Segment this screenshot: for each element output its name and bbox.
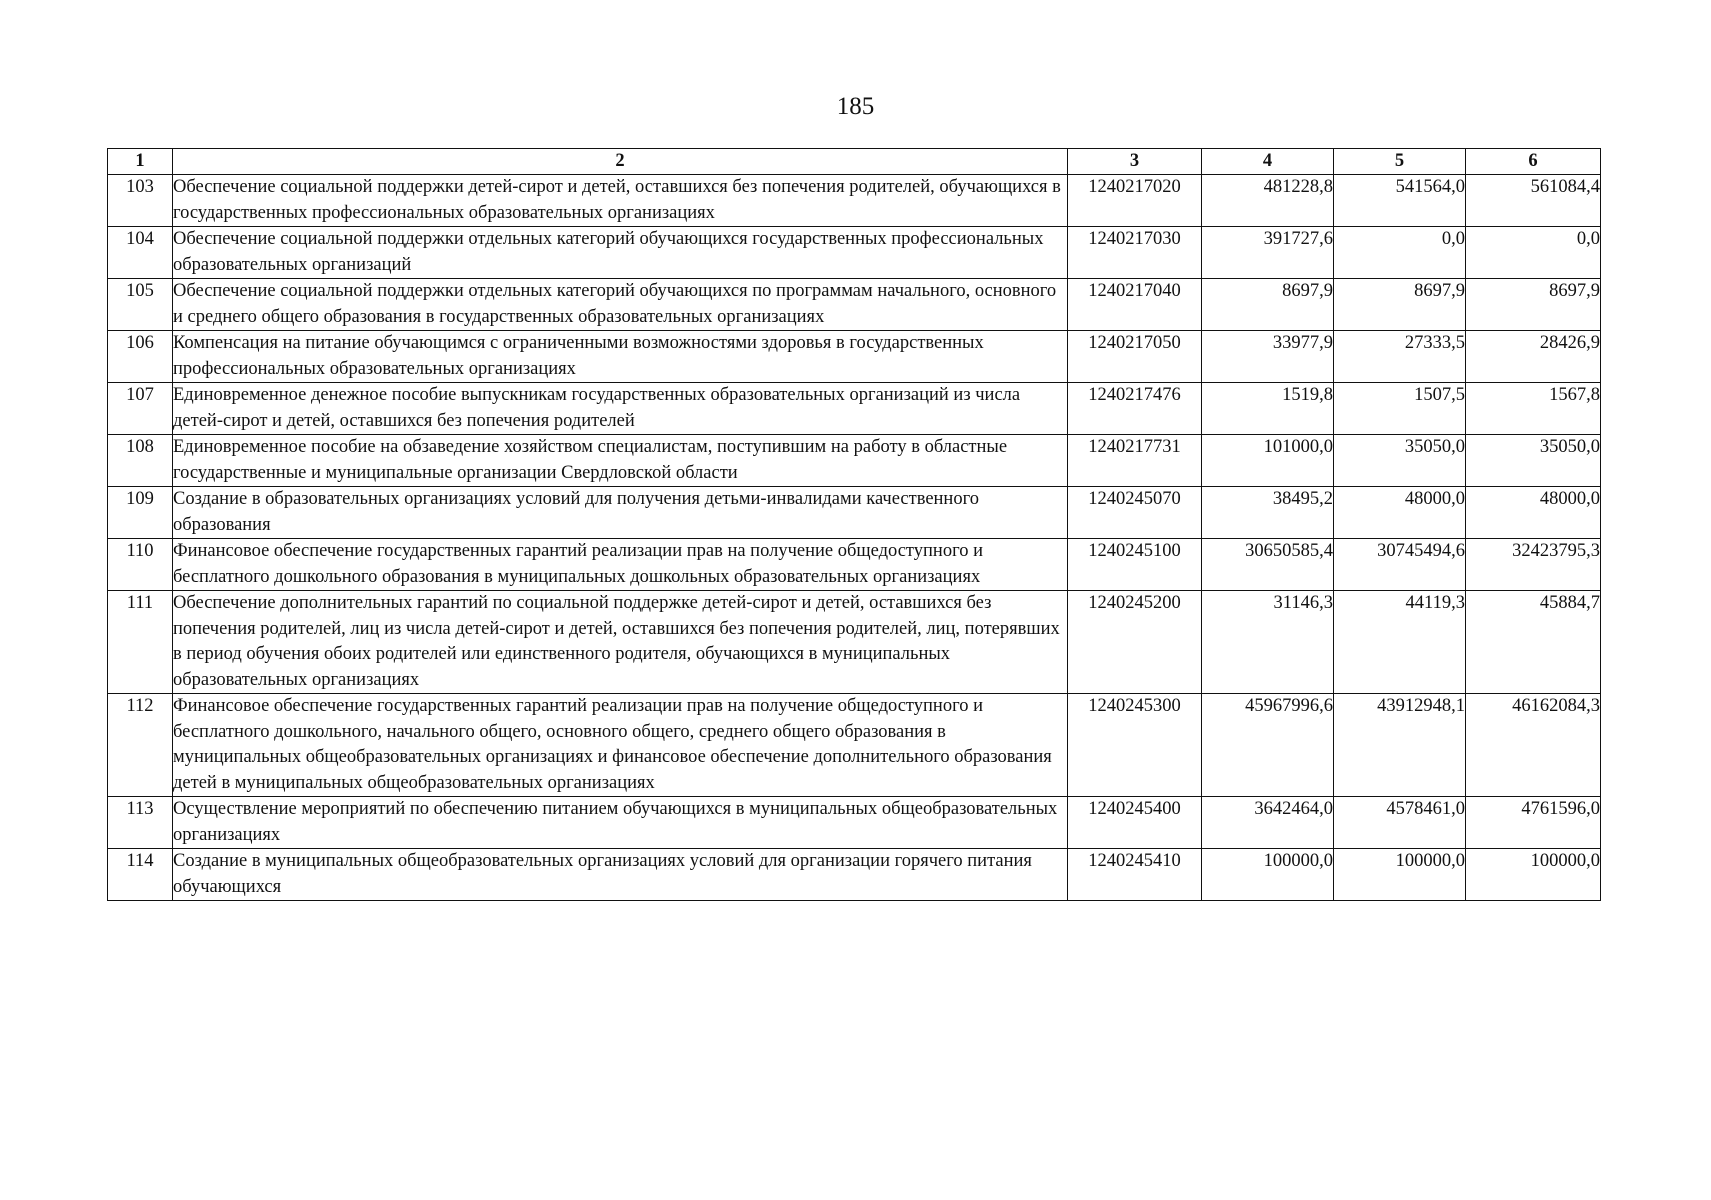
row-value-5: 0,0 (1334, 227, 1466, 279)
row-value-4: 1519,8 (1202, 383, 1334, 435)
page-number: 185 (836, 93, 875, 120)
row-name: Создание в муниципальных общеобразовательных организациях условий для организации горячего питания обучающихся (173, 849, 1068, 901)
row-value-6: 0,0 (1466, 227, 1601, 279)
row-name: Единовременное пособие на обзаведение хозяйством специалистам, поступившим на работу в областные государственные и муниципальные организации Свердловской области (173, 435, 1068, 487)
row-value-5: 1507,5 (1334, 383, 1466, 435)
row-value-6: 45884,7 (1466, 591, 1601, 694)
row-name: Осуществление мероприятий по обеспечению питанием обучающихся в муниципальных общеобразовательных организациях (173, 797, 1068, 849)
table-row (108, 383, 1601, 435)
row-value-4: 8697,9 (1202, 279, 1334, 331)
row-value-4: 481228,8 (1202, 175, 1334, 227)
row-value-4: 101000,0 (1202, 435, 1334, 487)
table-row (108, 487, 1601, 539)
table-row (108, 591, 1601, 694)
row-value-5: 48000,0 (1334, 487, 1466, 539)
row-value-5: 43912948,1 (1334, 694, 1466, 797)
row-name: Обеспечение социальной поддержки отдельных категорий обучающихся по программам начального, основного и среднего общего образования в государственных образовательных организациях (173, 279, 1068, 331)
row-code: 1240245300 (1068, 694, 1202, 797)
row-value-6: 4761596,0 (1466, 797, 1601, 849)
row-number: 109 (108, 487, 173, 539)
table-header-row (108, 149, 1601, 175)
table-row (108, 435, 1601, 487)
row-value-4: 33977,9 (1202, 331, 1334, 383)
row-value-6: 48000,0 (1466, 487, 1601, 539)
row-name: Компенсация на питание обучающимся с ограниченными возможностями здоровья в государственных профессиональных образовательных организациях (173, 331, 1068, 383)
column-header-2: 2 (173, 149, 1068, 175)
row-value-4: 31146,3 (1202, 591, 1334, 694)
row-name: Обеспечение социальной поддержки детей-сирот и детей, оставшихся без попечения родителей, обучающихся в государственных профессиональных образовательных организациях (173, 175, 1068, 227)
row-number: 110 (108, 539, 173, 591)
row-number: 113 (108, 797, 173, 849)
row-value-6: 32423795,3 (1466, 539, 1601, 591)
row-value-4: 38495,2 (1202, 487, 1334, 539)
row-name: Финансовое обеспечение государственных гарантий реализации прав на получение общедоступного и бесплатного дошкольного, начального общего, основного общего, среднего общего образования в муниципальных общеобразовательных организациях и финансовое обеспечение дополнительного образования детей в муниципальных общеобразовательных организациях (173, 694, 1068, 797)
row-name: Обеспечение дополнительных гарантий по социальной поддержке детей-сирот и детей, оставшихся без попечения родителей, лиц из числа детей-сирот и детей, оставшихся без попечения родителей, лиц, потерявших в период обучения обоих родителей или единственного родителя, обучающихся в муниципальных образовательных организациях (173, 591, 1068, 694)
row-code: 1240217030 (1068, 227, 1202, 279)
row-value-6: 100000,0 (1466, 849, 1601, 901)
table-row (108, 227, 1601, 279)
row-code: 1240245400 (1068, 797, 1202, 849)
row-name: Обеспечение социальной поддержки отдельных категорий обучающихся государственных профессиональных образовательных организаций (173, 227, 1068, 279)
table-row (108, 175, 1601, 227)
row-number: 106 (108, 331, 173, 383)
row-value-6: 1567,8 (1466, 383, 1601, 435)
column-header-1: 1 (108, 149, 173, 175)
row-value-4: 391727,6 (1202, 227, 1334, 279)
row-name: Создание в образовательных организациях условий для получения детьми-инвалидами качественного образования (173, 487, 1068, 539)
row-code: 1240245410 (1068, 849, 1202, 901)
row-name: Финансовое обеспечение государственных гарантий реализации прав на получение общедоступного и бесплатного дошкольного образования в муниципальных дошкольных образовательных организациях (173, 539, 1068, 591)
table-row (108, 331, 1601, 383)
row-code: 1240217050 (1068, 331, 1202, 383)
row-value-6: 28426,9 (1466, 331, 1601, 383)
table-row (108, 539, 1601, 591)
row-value-5: 30745494,6 (1334, 539, 1466, 591)
row-code: 1240245100 (1068, 539, 1202, 591)
table-row (108, 849, 1601, 901)
row-value-5: 541564,0 (1334, 175, 1466, 227)
row-code: 1240217020 (1068, 175, 1202, 227)
row-number: 103 (108, 175, 173, 227)
row-value-5: 100000,0 (1334, 849, 1466, 901)
row-number: 107 (108, 383, 173, 435)
table-row (108, 279, 1601, 331)
row-value-6: 8697,9 (1466, 279, 1601, 331)
column-header-6: 6 (1466, 149, 1601, 175)
row-value-4: 30650585,4 (1202, 539, 1334, 591)
row-value-5: 8697,9 (1334, 279, 1466, 331)
table-row (108, 797, 1601, 849)
column-header-5: 5 (1334, 149, 1466, 175)
row-number: 112 (108, 694, 173, 797)
row-value-6: 561084,4 (1466, 175, 1601, 227)
row-value-5: 27333,5 (1334, 331, 1466, 383)
row-number: 111 (108, 591, 173, 694)
row-code: 1240245200 (1068, 591, 1202, 694)
row-value-4: 3642464,0 (1202, 797, 1334, 849)
row-value-6: 46162084,3 (1466, 694, 1601, 797)
row-value-5: 35050,0 (1334, 435, 1466, 487)
row-number: 105 (108, 279, 173, 331)
row-code: 1240245070 (1068, 487, 1202, 539)
table-row (108, 694, 1601, 797)
column-header-4: 4 (1202, 149, 1334, 175)
row-number: 104 (108, 227, 173, 279)
row-code: 1240217731 (1068, 435, 1202, 487)
row-number: 114 (108, 849, 173, 901)
row-number: 108 (108, 435, 173, 487)
row-name: Единовременное денежное пособие выпускникам государственных образовательных организаций из числа детей-сирот и детей, оставшихся без попечения родителей (173, 383, 1068, 435)
row-value-4: 45967996,6 (1202, 694, 1334, 797)
row-value-4: 100000,0 (1202, 849, 1334, 901)
budget-table (107, 148, 1601, 901)
row-code: 1240217476 (1068, 383, 1202, 435)
row-value-5: 44119,3 (1334, 591, 1466, 694)
column-header-3: 3 (1068, 149, 1202, 175)
row-code: 1240217040 (1068, 279, 1202, 331)
row-value-6: 35050,0 (1466, 435, 1601, 487)
row-value-5: 4578461,0 (1334, 797, 1466, 849)
